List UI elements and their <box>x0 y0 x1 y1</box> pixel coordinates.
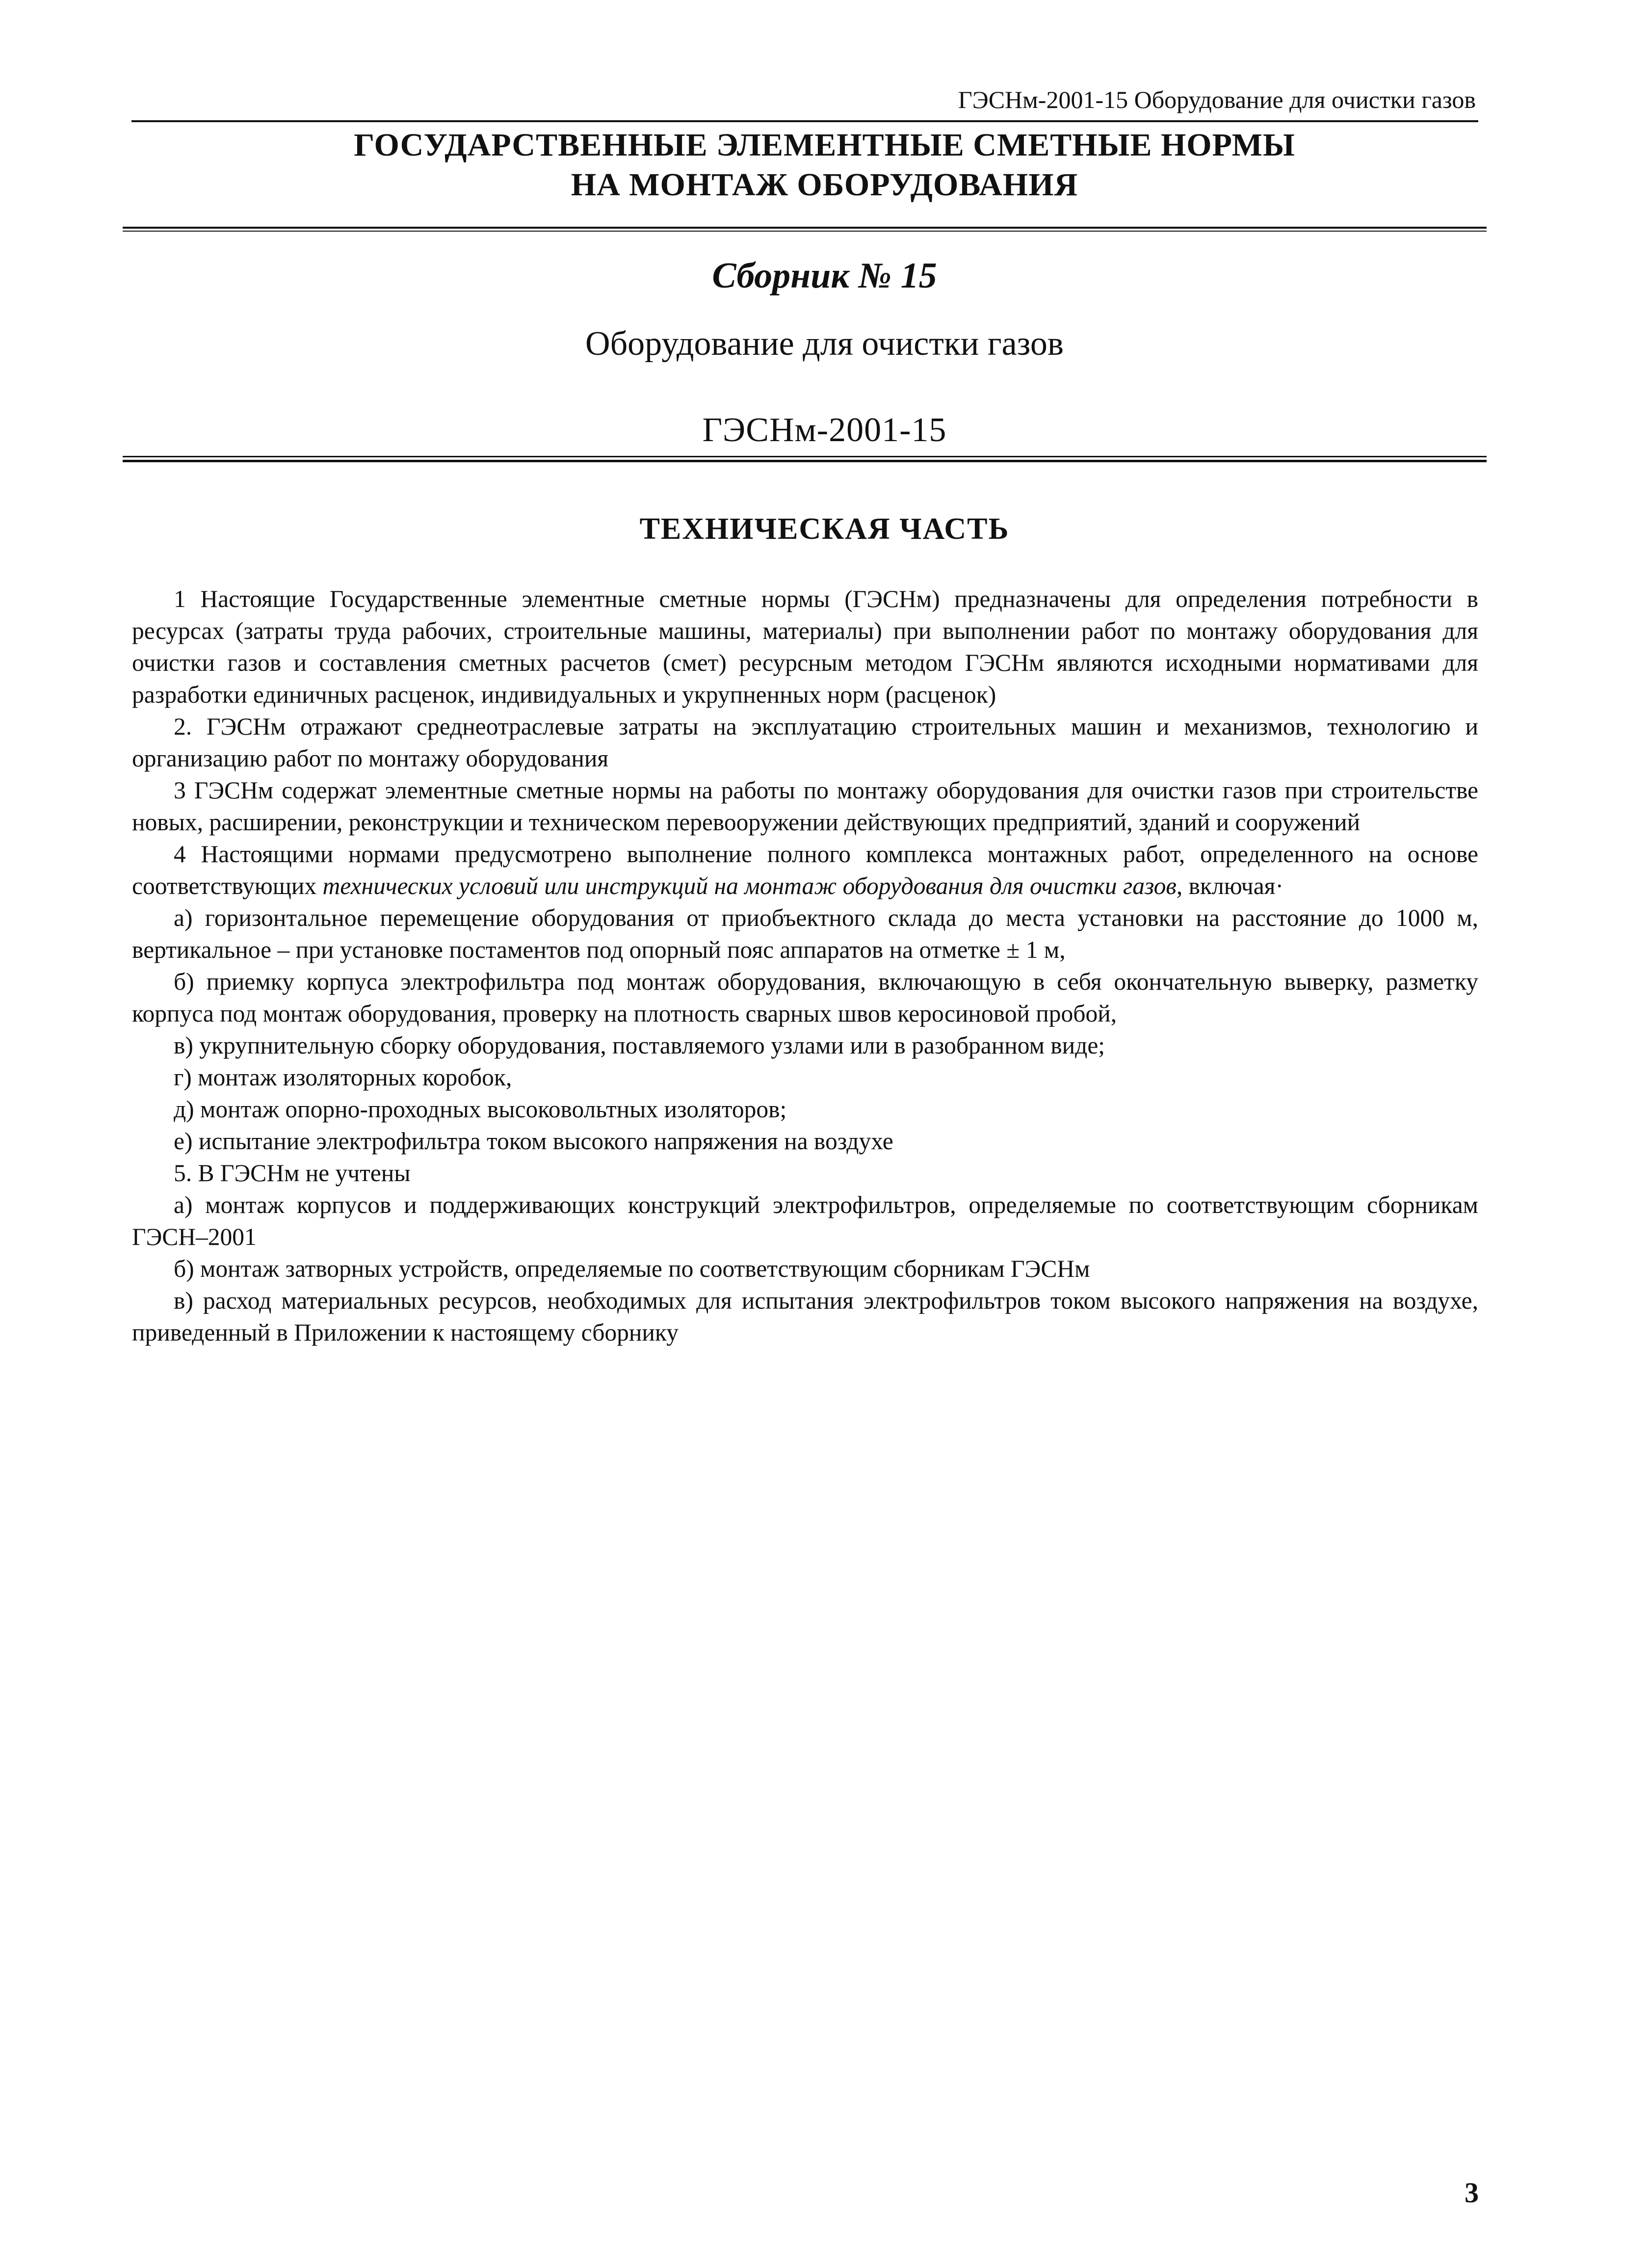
title-rule-bottom <box>123 231 1487 232</box>
paragraph-3: 3 ГЭСНм содержат элементные сметные нормы на работы по монтажу оборудования для очистки газов при строительстве новых, расширении, реконструкции и техническом перевооружении действующих предприятий, зданий и сооружений <box>132 777 1478 836</box>
paragraph-1: 1 Настоящие Государственные элементные сметные нормы (ГЭСНм) предназначены для определения потребности в ресурсах (затраты труда рабочих, строительные машины, материалы) при выполнении работ по монтажу оборудования для очистки газов и составления сметных расчетов (смет) ресурсным методом ГЭСНм являются исходными нормативами для разработки единичных расценок, индивидуальных и укрупненных норм (расценок) <box>132 585 1478 708</box>
paragraph-4-italic: технических условий или инструкций на монтаж оборудования для очистки газов <box>322 872 1177 899</box>
main-title-line-1: ГОСУДАРСТВЕННЫЕ ЭЛЕМЕНТНЫЕ СМЕТНЫЕ НОРМЫ <box>354 127 1295 163</box>
paragraph-4f: е) испытание электрофильтра током высокого напряжения на воздухе <box>174 1128 893 1155</box>
paragraph-4c: в) укрупнительную сборку оборудования, поставляемого узлами или в разобранном виде; <box>174 1032 1105 1059</box>
collection-label: Сборник № 15 <box>712 256 937 296</box>
header-rule <box>131 120 1478 122</box>
paragraph-4 <box>132 838 1478 902</box>
code-rule-bottom <box>123 460 1487 462</box>
collection-code: ГЭСНм-2001-15 <box>702 411 947 449</box>
code-rule-top <box>123 456 1487 457</box>
title-rule-top <box>123 227 1487 229</box>
paragraph-4a: а) горизонтальное перемещение оборудования от приобъектного склада до места установки на расстояние до 1000 м, вертикальное – при установке постаментов под опорный пояс аппаратов на отметке ± 1 м, <box>132 904 1478 963</box>
paragraph-4e: д) монтаж опорно-проходных высоковольтных изоляторов; <box>174 1096 787 1123</box>
section-title: ТЕХНИЧЕСКАЯ ЧАСТЬ <box>639 512 1010 546</box>
paragraph-4b: б) приемку корпуса электрофильтра под монтаж оборудования, включающую в себя окончательную выверку, разметку корпуса под монтаж оборудования, проверку на плотность сварных швов керосиновой пробой, <box>132 968 1478 1027</box>
collection-name: Оборудование для очистки газов <box>585 325 1064 363</box>
paragraph-4-end: , включая· <box>1176 872 1283 899</box>
paragraph-2: 2. ГЭСНм отражают среднеотраслевые затраты на эксплуатацию строительных машин и механизмов, технологию и организацию работ по монтажу оборудования <box>132 713 1478 772</box>
paragraph-5: 5. В ГЭСНм не учтены <box>174 1160 411 1187</box>
paragraph-4-start: 4 Настоящими нормами предусмотрено выполнение полного комплекса монтажных работ, определенного на основе соответствующих <box>132 841 1478 899</box>
running-header: ГЭСНм-2001-15 Оборудование для очистки газов <box>958 86 1476 113</box>
paragraph-4d: г) монтаж изоляторных коробок, <box>174 1064 512 1091</box>
paragraph-5b: б) монтаж затворных устройств, определяемые по соответствующим сборникам ГЭСНм <box>174 1255 1090 1282</box>
main-title-line-2: НА МОНТАЖ ОБОРУДОВАНИЯ <box>571 167 1078 203</box>
page-number: 3 <box>1465 2177 1479 2209</box>
paragraph-5c: в) расход материальных ресурсов, необходимых для испытания электрофильтров током высокого напряжения на воздухе, приведенный в Приложении к настоящему сборнику <box>132 1287 1478 1346</box>
body-text <box>132 583 1478 1348</box>
paragraph-5a: а) монтаж корпусов и поддерживающих конструкций электрофильтров, определяемые по соответствующим сборникам ГЭСН–2001 <box>132 1191 1478 1250</box>
